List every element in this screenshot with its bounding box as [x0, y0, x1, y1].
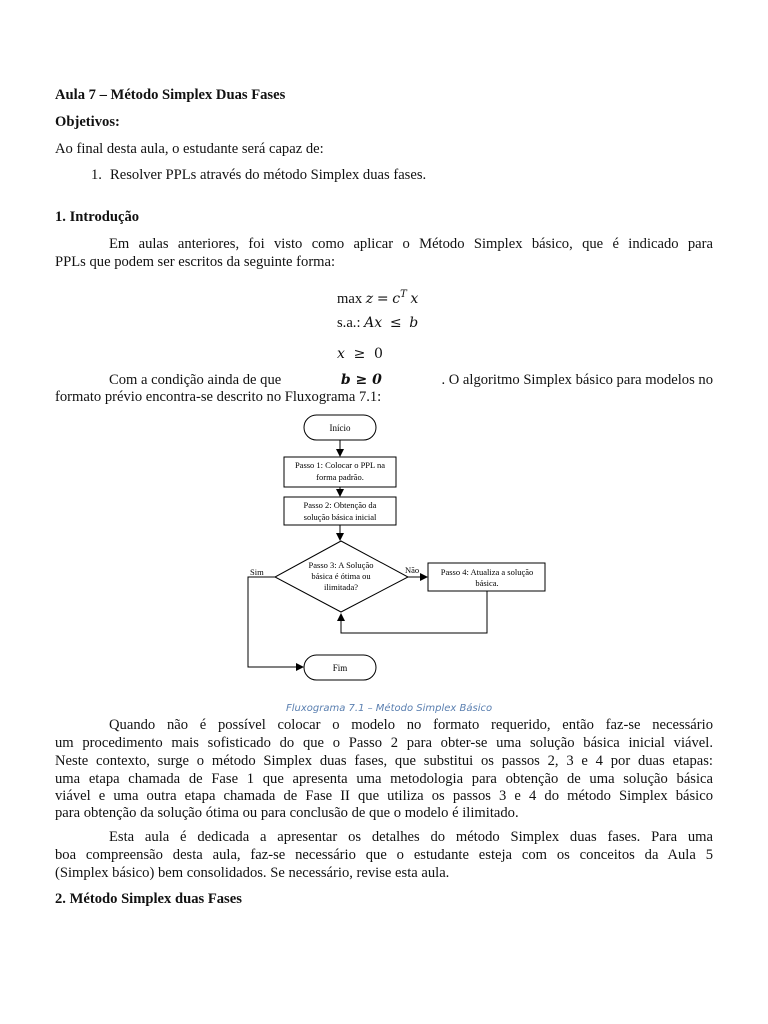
flowchart-no-label: Não [405, 565, 420, 575]
non-negativity: x ≥ 0 [337, 346, 383, 362]
flowchart-yes-label: Sim [250, 567, 264, 577]
flowchart-decision-line-3: ilimitada? [324, 582, 358, 592]
paragraph-2-line-2: formato prévio encontra-se descrito no Fluxograma 7.1: [55, 389, 382, 405]
flowchart-step-1-line-2: forma padrão. [316, 472, 364, 482]
flowchart-diagram [0, 405, 768, 705]
objective-function: $\max z = c^T$ x [337, 289, 419, 307]
paragraph-3-line-5: viável e uma outra etapa chamada de Fase II que utiliza os passos 3 e 4 do método Simplex básico [55, 788, 713, 804]
paragraph-1-line-2: PPLs que podem ser escritos da seguinte forma: [55, 254, 336, 270]
paragraph-3-line-3: Neste contexto, surge o método Simplex duas fases, que substitui os passos 2, 3 e 4 por duas etapas: [55, 753, 713, 769]
objectives-intro: Ao final desta aula, o estudante será capaz de: [55, 141, 324, 157]
flowchart-step-2-line-2: solução básica inicial [303, 512, 377, 522]
objective-number: 1. [91, 167, 102, 183]
paragraph-4-line-1: Esta aula é dedicada a apresentar os detalhes do método Simplex duas fases. Para uma [109, 829, 713, 845]
lesson-title: Aula 7 – Método Simplex Duas Fases [55, 87, 286, 103]
flowchart-step-1-line-1: Passo 1: Colocar o PPL na [294, 460, 386, 470]
paragraph-4-line-3: (Simplex básico) bem consolidados. Se necessário, revise esta aula. [55, 865, 450, 881]
flowchart-decision-line-1: Passo 3: A Solução [308, 560, 374, 570]
constraint: s.a.: Ax ≤ b [337, 315, 419, 331]
flowchart-step-4-line-2: básica. [475, 578, 499, 588]
flowchart-decision-line-2: básica é ótima ou [311, 571, 371, 581]
flowchart-end-label: Fim [332, 663, 348, 673]
flowchart-step-2-line-1: Passo 2: Obtenção da [303, 500, 377, 510]
paragraph-3-line-1: Quando não é possível colocar o modelo no formato requerido, então faz-se necessário [109, 717, 713, 733]
flowchart-step-4-line-1: Passo 4: Atualiza a solução [440, 567, 534, 577]
paragraph-2-line-1: Com a condição ainda de que b ≥ 0 . O algoritmo Simplex básico para modelos no [109, 372, 713, 388]
flowchart-caption: Fluxograma 7.1 – Método Simplex Básico [286, 703, 493, 714]
paragraph-3-line-4: uma etapa chamada de Fase 1 que apresenta uma metodologia para obtenção de uma solução básica [55, 771, 713, 787]
paragraph-3-line-6: para obtenção da solução ótima ou para conclusão de que o modelo é ilimitado. [55, 805, 519, 821]
objectives-heading: Objetivos: [55, 114, 120, 130]
paragraph-4-line-2: boa compreensão desta aula, faz-se necessário que o estudante esteja com os conceitos da Aula 5 [55, 847, 713, 863]
section-1-heading: 1. Introdução [55, 209, 140, 225]
paragraph-3-line-2: um procedimento mais sofisticado do que o Passo 2 para obter-se uma solução básica inicial viável. [55, 735, 713, 751]
section-2-heading: 2. Método Simplex duas Fases [55, 891, 242, 907]
flowchart-start-label: Início [329, 423, 351, 433]
objective-item: Resolver PPLs através do método Simplex duas fases. [110, 167, 427, 183]
paragraph-1-line-1: Em aulas anteriores, foi visto como aplicar o Método Simplex básico, que é indicado para [109, 236, 713, 252]
